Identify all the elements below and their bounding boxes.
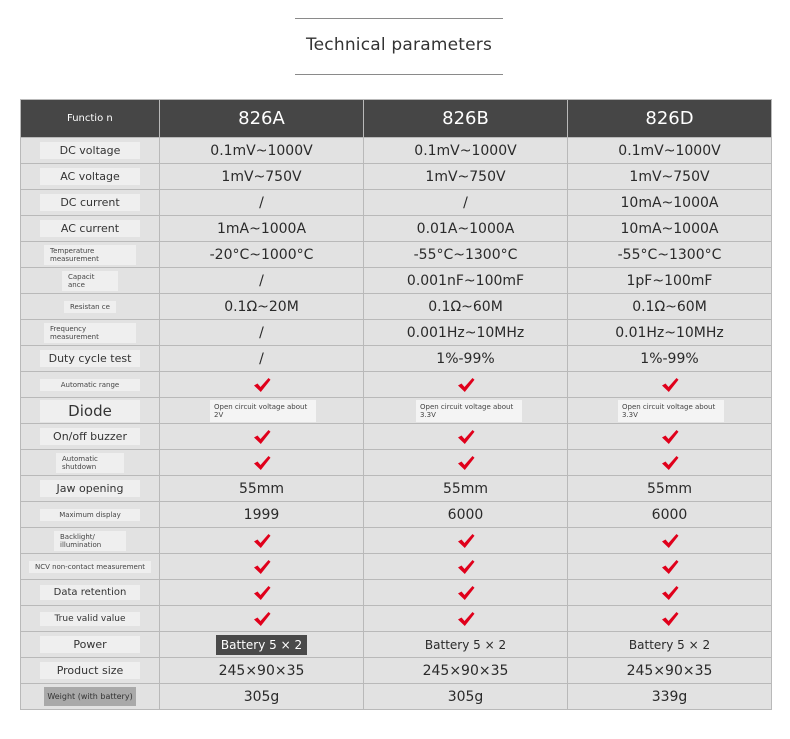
row-true-valid-value bbox=[21, 606, 772, 632]
cell-826b: Battery 5 × 2 bbox=[424, 637, 507, 652]
row-duty-cycle bbox=[21, 346, 772, 372]
cell-826b bbox=[364, 450, 568, 476]
row-label: Jaw opening bbox=[40, 480, 140, 497]
check-icon bbox=[457, 533, 475, 549]
row-label: Power bbox=[40, 636, 140, 653]
cell-826b bbox=[364, 424, 568, 450]
cell-826b: 0.1Ω~60M bbox=[364, 294, 568, 320]
cell-826a: Battery 5 × 2 bbox=[216, 635, 307, 655]
cell-826a: / bbox=[160, 320, 364, 346]
check-icon bbox=[253, 585, 271, 601]
row-label: Backlight/ illumination bbox=[54, 531, 126, 551]
cell-826b: -55°C~1300°C bbox=[364, 242, 568, 268]
check-icon bbox=[661, 377, 679, 393]
row-label: DC current bbox=[40, 194, 140, 211]
cell-826d: 1pF~100mF bbox=[568, 268, 772, 294]
cell-826b bbox=[364, 554, 568, 580]
check-icon bbox=[457, 377, 475, 393]
row-data-retention bbox=[21, 580, 772, 606]
row-label: Data retention bbox=[40, 585, 140, 600]
cell-826d: 0.1mV~1000V bbox=[568, 138, 772, 164]
cell-826a bbox=[160, 528, 364, 554]
row-label: Maximum display bbox=[40, 509, 140, 521]
cell-826d bbox=[568, 528, 772, 554]
row-label: Temperature measurement bbox=[44, 245, 136, 265]
cell-826a bbox=[160, 450, 364, 476]
cell-826b bbox=[364, 606, 568, 632]
title-rule-bottom bbox=[295, 74, 503, 75]
cell-826a: Open circuit voltage about 2V bbox=[210, 400, 316, 422]
check-icon bbox=[457, 585, 475, 601]
cell-826d bbox=[568, 424, 772, 450]
cell-826d: 339g bbox=[568, 684, 772, 710]
cell-826d: 55mm bbox=[568, 476, 772, 502]
cell-826d bbox=[568, 450, 772, 476]
check-icon bbox=[253, 611, 271, 627]
check-icon bbox=[661, 533, 679, 549]
cell-826a: 0.1Ω~20M bbox=[160, 294, 364, 320]
cell-826b bbox=[364, 372, 568, 398]
check-icon bbox=[661, 429, 679, 445]
cell-826b: 0.01A~1000A bbox=[364, 216, 568, 242]
row-label: Automatic range bbox=[40, 379, 140, 391]
cell-826a: 1mV~750V bbox=[160, 164, 364, 190]
cell-826d: 0.1Ω~60M bbox=[568, 294, 772, 320]
title-block bbox=[295, 18, 503, 75]
row-label: AC current bbox=[40, 220, 140, 237]
row-resistance bbox=[21, 294, 772, 320]
cell-826a bbox=[160, 372, 364, 398]
row-product-size bbox=[21, 658, 772, 684]
cell-826d bbox=[568, 554, 772, 580]
check-icon bbox=[661, 559, 679, 575]
cell-826b bbox=[364, 528, 568, 554]
cell-826a bbox=[160, 554, 364, 580]
row-label: Resistan ce bbox=[64, 301, 116, 313]
cell-826b: 55mm bbox=[364, 476, 568, 502]
cell-826a bbox=[160, 606, 364, 632]
cell-826d: 1%-99% bbox=[568, 346, 772, 372]
cell-826d bbox=[568, 606, 772, 632]
check-icon bbox=[661, 611, 679, 627]
cell-826a: 1999 bbox=[160, 502, 364, 528]
cell-826b: 305g bbox=[364, 684, 568, 710]
cell-826d: Battery 5 × 2 bbox=[628, 637, 711, 652]
cell-826b: 245×90×35 bbox=[364, 658, 568, 684]
cell-826a: 305g bbox=[160, 684, 364, 710]
row-power bbox=[21, 632, 772, 658]
row-label: On/off buzzer bbox=[40, 428, 140, 445]
cell-826a: -20°C~1000°C bbox=[160, 242, 364, 268]
check-icon bbox=[457, 611, 475, 627]
cell-826a bbox=[160, 424, 364, 450]
spec-table bbox=[20, 99, 772, 710]
cell-826b: 1%-99% bbox=[364, 346, 568, 372]
header-model-826b: 826B bbox=[364, 100, 568, 138]
row-label: Product size bbox=[40, 662, 140, 679]
check-icon bbox=[253, 377, 271, 393]
cell-826b: 1mV~750V bbox=[364, 164, 568, 190]
cell-826d: 10mA~1000A bbox=[568, 216, 772, 242]
cell-826b: 6000 bbox=[364, 502, 568, 528]
cell-826b: / bbox=[364, 190, 568, 216]
cell-826a: 1mA~1000A bbox=[160, 216, 364, 242]
cell-826a: / bbox=[160, 190, 364, 216]
row-label: AC voltage bbox=[40, 168, 140, 185]
cell-826d bbox=[568, 580, 772, 606]
cell-826a: / bbox=[160, 268, 364, 294]
cell-826b: 0.1mV~1000V bbox=[364, 138, 568, 164]
row-buzzer bbox=[21, 424, 772, 450]
header-model-826a: 826A bbox=[160, 100, 364, 138]
row-ncv bbox=[21, 554, 772, 580]
cell-826d: 0.01Hz~10MHz bbox=[568, 320, 772, 346]
row-label: Diode bbox=[40, 400, 140, 422]
cell-826d: 6000 bbox=[568, 502, 772, 528]
check-icon bbox=[253, 559, 271, 575]
header-function: Functio n bbox=[21, 100, 160, 138]
row-label: True valid value bbox=[40, 612, 140, 626]
cell-826b bbox=[364, 580, 568, 606]
row-auto-shutdown bbox=[21, 450, 772, 476]
cell-826b: 0.001Hz~10MHz bbox=[364, 320, 568, 346]
check-icon bbox=[457, 455, 475, 471]
row-capacitance bbox=[21, 268, 772, 294]
cell-826a: 0.1mV~1000V bbox=[160, 138, 364, 164]
cell-826d bbox=[568, 372, 772, 398]
check-icon bbox=[661, 585, 679, 601]
cell-826d: 1mV~750V bbox=[568, 164, 772, 190]
cell-826a bbox=[160, 580, 364, 606]
row-label: NCV non-contact measurement bbox=[29, 561, 151, 573]
cell-826a: / bbox=[160, 346, 364, 372]
check-icon bbox=[253, 455, 271, 471]
row-max-display bbox=[21, 502, 772, 528]
row-label: DC voltage bbox=[40, 142, 140, 159]
cell-826a: 55mm bbox=[160, 476, 364, 502]
cell-826d: Open circuit voltage about 3.3V bbox=[618, 400, 724, 422]
cell-826d: 245×90×35 bbox=[568, 658, 772, 684]
check-icon bbox=[661, 455, 679, 471]
cell-826a: 245×90×35 bbox=[160, 658, 364, 684]
check-icon bbox=[253, 429, 271, 445]
row-backlight bbox=[21, 528, 772, 554]
row-label: Weight (with battery) bbox=[44, 687, 135, 706]
title-rule-top bbox=[295, 18, 503, 19]
check-icon bbox=[253, 533, 271, 549]
check-icon bbox=[457, 429, 475, 445]
row-ac-current bbox=[21, 216, 772, 242]
cell-826b: 0.001nF~100mF bbox=[364, 268, 568, 294]
row-label: Automatic shutdown bbox=[56, 453, 124, 473]
header-model-826d: 826D bbox=[568, 100, 772, 138]
row-dc-current bbox=[21, 190, 772, 216]
check-icon bbox=[457, 559, 475, 575]
row-label: Frequency measurement bbox=[44, 323, 136, 343]
row-jaw-opening bbox=[21, 476, 772, 502]
row-label: Duty cycle test bbox=[40, 350, 140, 367]
page-title: Technical parameters bbox=[305, 35, 493, 55]
row-automatic-range bbox=[21, 372, 772, 398]
row-frequency bbox=[21, 320, 772, 346]
cell-826d: -55°C~1300°C bbox=[568, 242, 772, 268]
cell-826d: 10mA~1000A bbox=[568, 190, 772, 216]
row-label: Capacit ance bbox=[62, 271, 118, 291]
header-row bbox=[21, 100, 772, 138]
row-ac-voltage bbox=[21, 164, 772, 190]
row-weight bbox=[21, 684, 772, 710]
row-diode bbox=[21, 398, 772, 424]
cell-826b: Open circuit voltage about 3.3V bbox=[416, 400, 522, 422]
row-dc-voltage bbox=[21, 138, 772, 164]
row-temperature bbox=[21, 242, 772, 268]
